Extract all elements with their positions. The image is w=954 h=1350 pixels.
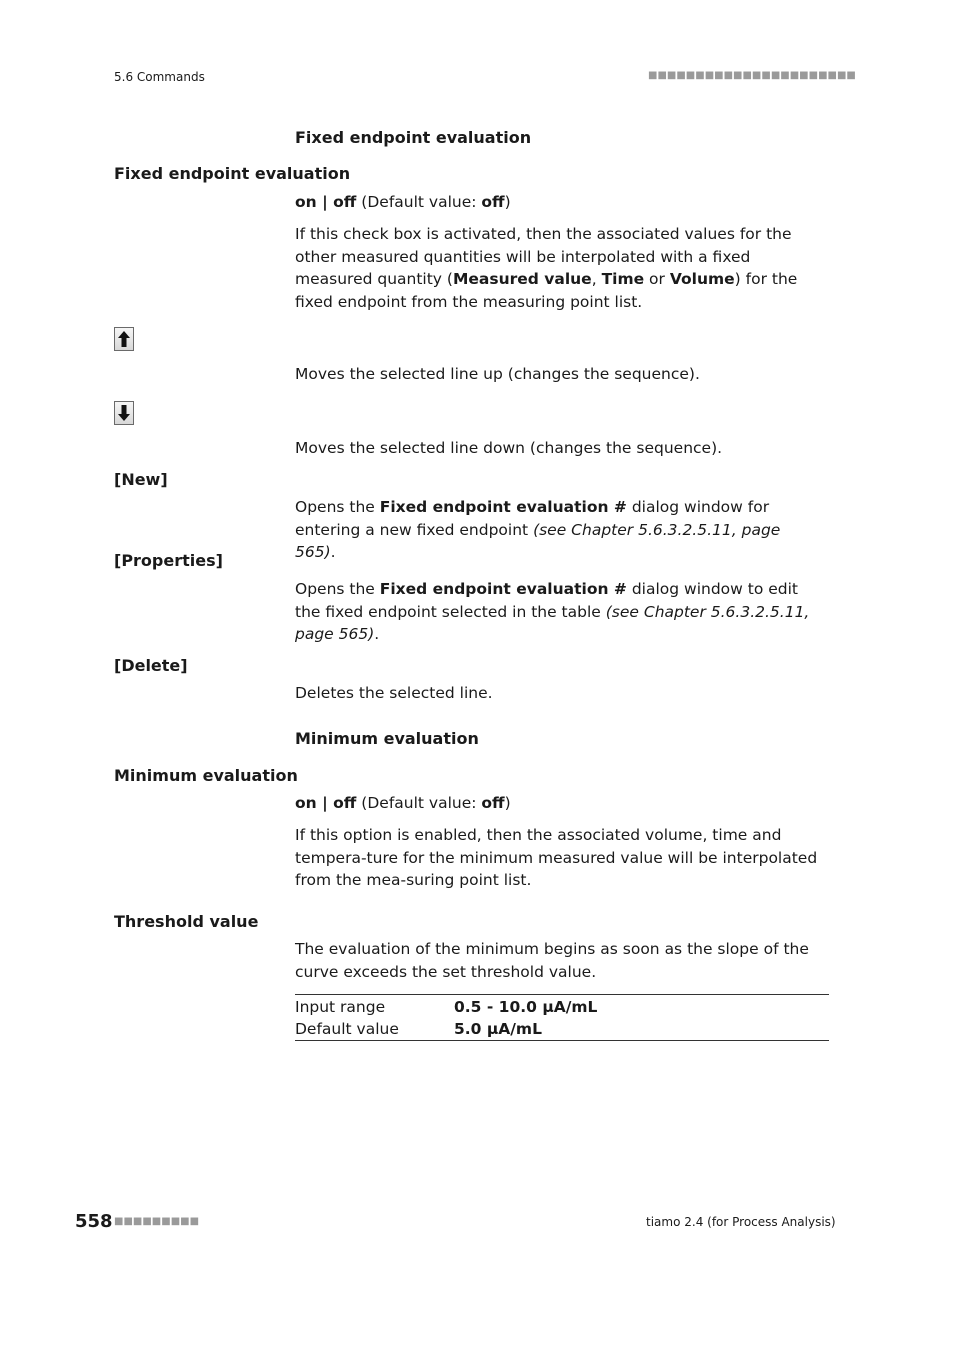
term-delete: [Delete] [114,656,188,675]
new-description: Opens the Fixed endpoint evaluation # dialog window for entering a new fixed endpoint (see Chapter 5.6.3.2.5.11, page 565). [295,498,781,561]
default-value-value: 5.0 µA/mL [454,1020,542,1038]
delete-description: Deletes the selected line. [295,684,493,702]
move-down-description: Moves the selected line down (changes the sequence). [295,439,723,457]
default-value-label: Default value [295,1020,399,1038]
arrow-up-icon [117,330,131,348]
term-fixed-endpoint-evaluation: Fixed endpoint evaluation [114,164,351,183]
input-range-label: Input range [295,998,386,1016]
term-properties: [Properties] [114,551,223,570]
section-title-fixed-endpoint: Fixed endpoint evaluation [295,128,532,147]
term-threshold-value: Threshold value [114,912,259,931]
footer-dots: ■■■■■■■■■ [114,1216,200,1227]
move-up-description: Moves the selected line up (changes the sequence). [295,365,700,383]
table-row [295,996,829,1018]
running-header-section: 5.6 Commands [114,70,205,84]
header-dots: ■■■■■■■■■■■■■■■■■■■■■■ [648,70,856,81]
page-number: 558 [75,1211,113,1232]
minimum-options: on | off (Default value: off) [295,794,511,812]
threshold-description: The evaluation of the minimum begins as soon as the slope of the curve exceeds the set threshold value. [295,940,809,981]
arrow-down-icon [117,404,131,422]
fixed-endpoint-options: on | off (Default value: off) [295,193,511,211]
chapter-reference-link[interactable]: (see Chapter 5.6.3.2.5.11, page 565) [295,520,781,561]
minimum-description: If this option is enabled, then the associated volume, time and tempera-ture for the minimum measured value will be interpolated from the mea-suring point list. [295,826,818,889]
threshold-parameter-table [295,994,829,1041]
term-new: [New] [114,470,168,489]
move-up-button[interactable] [114,327,134,351]
chapter-reference-link[interactable]: (see Chapter 5.6.3.2.5.11, page 565) [295,602,810,643]
footer-product: tiamo 2.4 (for Process Analysis) [646,1215,836,1229]
table-row [295,1018,829,1040]
fixed-endpoint-description: If this check box is activated, then the associated values for the other measured quantities will be interpolated with a fixed measured quantity (Measured value, Time or Volume) for the fixed endpoint from the measuring point list. [295,225,798,311]
properties-description: Opens the Fixed endpoint evaluation # dialog window to edit the fixed endpoint selected in the table (see Chapter 5.6.3.2.5.11, page 565). [295,580,810,643]
input-range-value: 0.5 - 10.0 µA/mL [454,998,598,1016]
section-title-minimum: Minimum evaluation [295,729,479,748]
term-minimum-evaluation: Minimum evaluation [114,766,298,785]
move-down-button[interactable] [114,401,134,425]
